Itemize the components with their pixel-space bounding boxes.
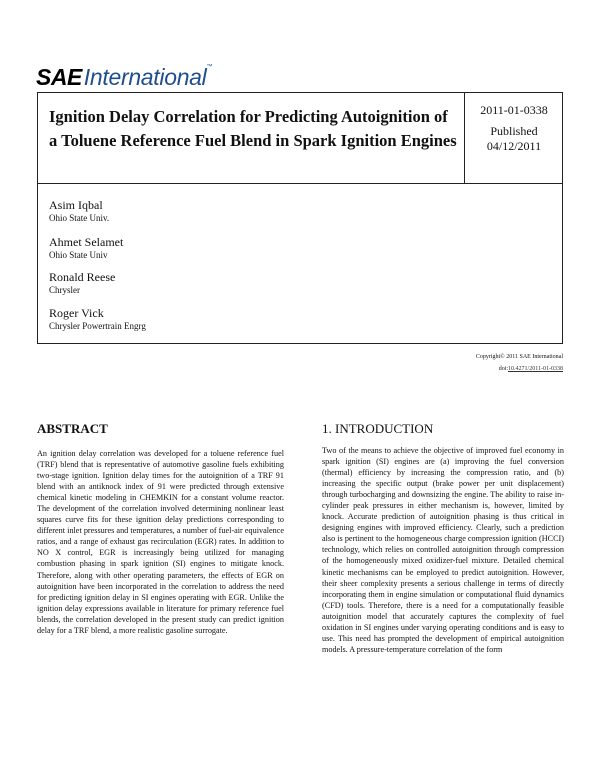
paper-title: Ignition Delay Correlation for Predicting Autoignition of a Toluene Reference Fuel Blend in Spark Ignition Engines xyxy=(49,107,457,150)
abstract-text: An ignition delay correlation was developed for a toluene reference fuel (TRF) blend that is representative of automotive gasoline fuels exhibiting two-stage ignition. Ignition delay times for the autoignition of a TRF 91 blend with an antiknock index of 91 were predicted through extensive chemical kinetic modeling in CHEMKIN for a constant volume reactor. The development of the correlation involved determining nonlinear least squares curve fits for these ignition delay predictions corresponding to different inlet pressures and temperatures, a number of fuel-air equivalence ratios, and a range of exhaust gas recirculation (EGR) rates. In addition to NO X control, EGR is increasingly being utilized for managing combustion phasing in spark ignition (SI) engines to mitigate knock. Therefore, along with other operating parameters, the effects of EGR on autoignition have been incorporated in the correlation to address the need for predicting ignition delay in SI engines operating with EGR. Unlike the ignition delay expressions available in literature for primary reference fuel blends, the correlation developed in the present study can predict ignition delay for a TRF blend, a more realistic gasoline surrogate. xyxy=(37,449,284,635)
logo-brand: SAE xyxy=(36,64,82,90)
paper-meta xyxy=(465,103,563,154)
copyright-notice xyxy=(476,351,563,375)
sae-international-logo xyxy=(36,64,213,94)
author-box xyxy=(37,184,563,344)
doi-label: doi: xyxy=(498,366,509,372)
author-affiliation: Ohio State Univ. xyxy=(49,213,110,223)
abstract-heading: ABSTRACT xyxy=(37,421,108,436)
published-label: Published xyxy=(490,124,538,138)
logo-trademark: ™ xyxy=(206,64,213,70)
logo-word: International xyxy=(83,64,207,90)
introduction-heading: 1. INTRODUCTION xyxy=(322,421,434,436)
title-box xyxy=(37,92,563,184)
author-affiliation: Ohio State Univ xyxy=(49,250,108,260)
author-block xyxy=(49,198,109,224)
author-name: Roger Vick xyxy=(49,306,104,320)
author-block xyxy=(49,235,123,261)
introduction-text: Two of the means to achieve the objective of improved fuel economy in spark ignition (SI) engines are (a) improving the fuel conversion (thermal) efficiency by increasing the compression ratio, and (b) increasing the specific output (brake power per unit displacement) through turbocharging and downsizing the engine. The ability to raise in-cylinder peak pressures in either mechanism is, however, limited by knock. Accurate prediction of autoignition phasing is thus critical in designing engines with improved efficiency. Clearly, such a prediction also is pertinent to the homogeneous charge compression ignition (HCCI) technology, which relies on controlled autoignition through compression of the homogeneously mixed oxidizer-fuel mixture. Detailed chemical kinetic mechanisms can be employed to predict autoignition. However, their sheer complexity presents a serious challenge in terms of directly incorporating them in engine simulation or computational fluid dynamics (CFD) tools. Therefore, there is a need for a computationally feasible autoignition model that accurately captures the complexity of fuel oxidation in SI engines under varying operating conditions and is easy to use. This need has prompted the development of empirical autoignition models. A pressure-temperature correlation of the form xyxy=(322,446,564,654)
author-block xyxy=(49,306,146,332)
author-affiliation: Chrysler xyxy=(49,285,80,295)
paper-number: 2011-01-0338 xyxy=(480,103,548,117)
abstract-section xyxy=(37,420,284,636)
author-affiliation: Chrysler Powertrain Engrg xyxy=(49,321,146,331)
doi-link[interactable]: 10.4271/2011-01-0338 xyxy=(508,366,563,372)
author-name: Ronald Reese xyxy=(49,270,116,284)
published-date: 04/12/2011 xyxy=(486,139,542,153)
author-name: Ahmet Selamet xyxy=(49,235,124,249)
copyright-text: Copyright© 2011 SAE International xyxy=(475,354,563,360)
author-block xyxy=(49,270,115,296)
introduction-section xyxy=(322,420,564,655)
author-name: Asim Iqbal xyxy=(49,198,103,212)
